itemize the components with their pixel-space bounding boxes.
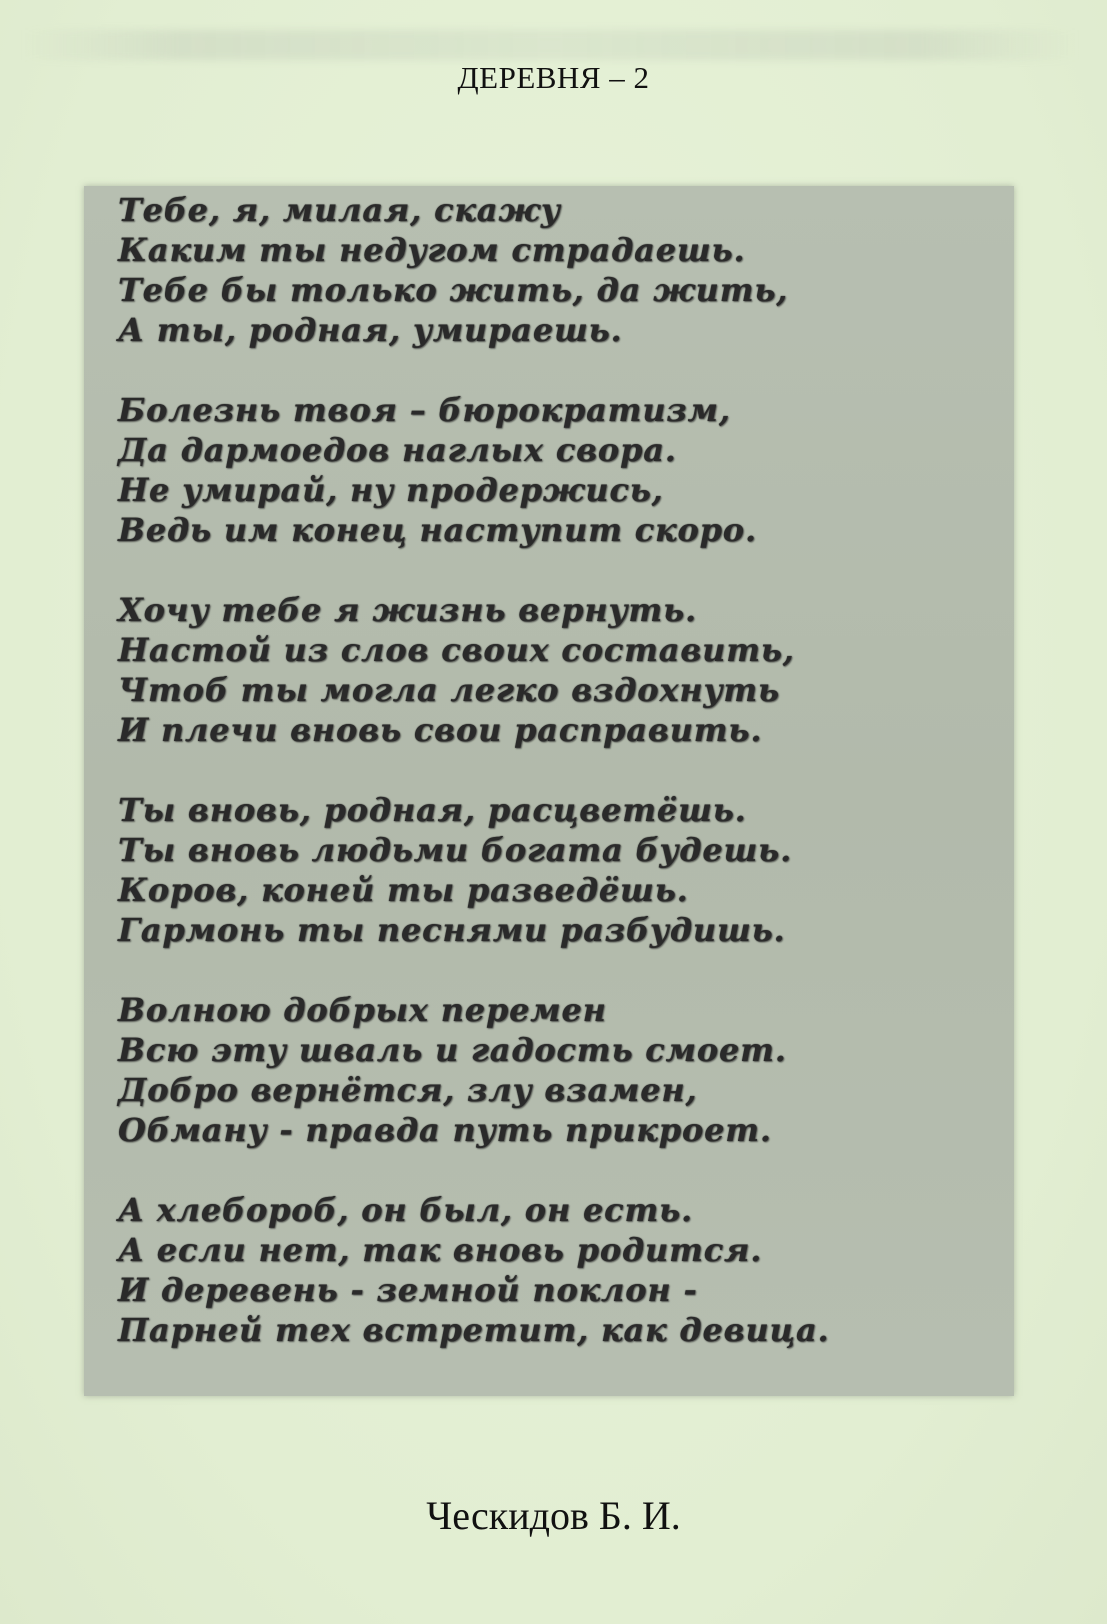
poem-line: Коров, коней ты разведёшь. (118, 871, 689, 909)
poem-line: Настой из слов своих составить, (118, 631, 795, 669)
poem-line: Всю эту шваль и гадость смоет. (118, 1031, 787, 1069)
stanza-2 (118, 390, 1008, 550)
poem-line: Тебе бы только жить, да жить, (118, 271, 789, 309)
poem-line: Ты вновь, родная, расцветёшь. (118, 791, 747, 829)
poem-line: Да дармоедов наглых свора. (118, 431, 677, 469)
poem-line: Волною добрых перемен (118, 991, 607, 1029)
scan-smudge (20, 30, 1080, 60)
poem-line: А ты, родная, умираешь. (118, 311, 623, 349)
poem-line: Ведь им конец наступит скоро. (118, 511, 757, 549)
poem-line: Ты вновь людьми богата будешь. (118, 831, 793, 869)
stanza-5 (118, 990, 1008, 1150)
poem-line: А если нет, так вновь родится. (118, 1231, 763, 1269)
author-name: Ческидов Б. И. (426, 1493, 681, 1538)
poem-line: Тебе, я, милая, скажу (118, 191, 561, 229)
poem-line: Хочу тебе я жизнь вернуть. (118, 591, 697, 629)
poem-line: Добро вернётся, злу взамен, (118, 1071, 698, 1109)
stanza-4 (118, 790, 1008, 950)
poem-line: Гармонь ты песнями разбудишь. (118, 911, 786, 949)
poem-line: Обману - правда путь прикроет. (118, 1111, 772, 1149)
stanza-6 (118, 1190, 1008, 1350)
page-title: ДЕРЕВНЯ – 2 (457, 60, 650, 95)
poem-line: Каким ты недугом страдаешь. (118, 231, 746, 269)
poem-line: Болезнь твоя – бюрократизм, (118, 391, 731, 429)
stanza-1 (118, 190, 1008, 350)
poem-line: Парней тех встретит, как девица. (118, 1311, 830, 1349)
poem-line: И плечи вновь свои расправить. (118, 711, 763, 749)
poem-line: Чтоб ты могла легко вздохнуть (118, 671, 780, 709)
poem-line: А хлебороб, он был, он есть. (118, 1191, 693, 1229)
poem-line: И деревень - земной поклон - (118, 1271, 698, 1309)
poem-panel (84, 186, 1014, 1396)
stanza-3 (118, 590, 1008, 750)
poem-line: Не умирай, ну продержись, (118, 471, 664, 509)
